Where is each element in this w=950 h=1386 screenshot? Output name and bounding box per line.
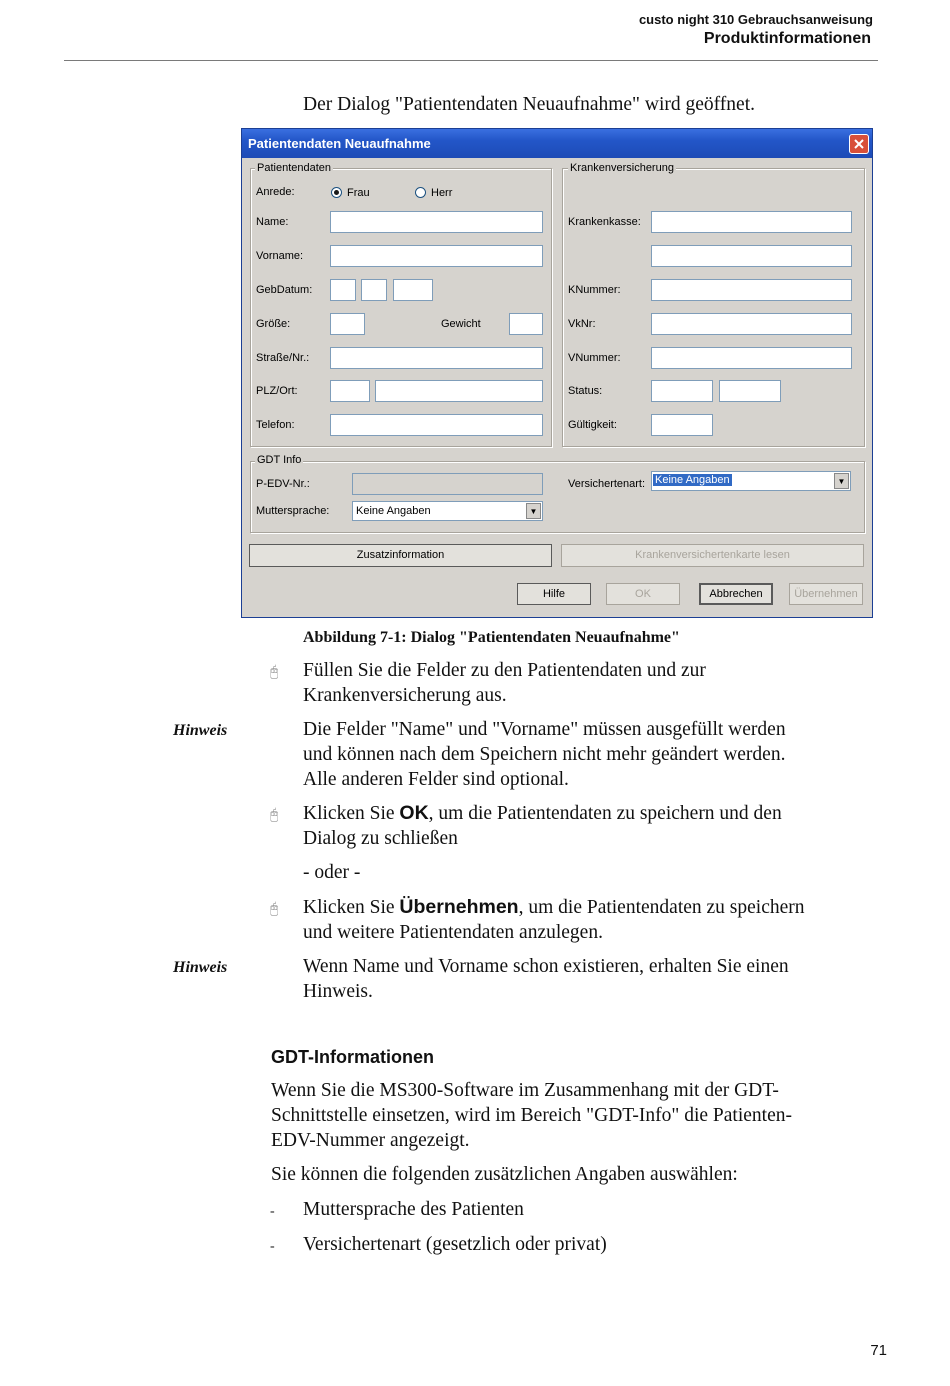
step-2-post: , um die Patientendaten zu speichern und den	[428, 803, 782, 824]
gdt-paragraph-line-1: Wenn Sie die MS300-Software im Zusammenhang mit der GDT-	[271, 1080, 779, 1101]
vnummer-label: VNummer:	[568, 352, 621, 364]
gueltigkeit-field[interactable]	[651, 414, 713, 436]
mouse-icon: 🖰	[270, 806, 279, 822]
radio-herr[interactable]	[415, 187, 426, 198]
step-2-key: OK	[399, 802, 429, 824]
gewicht-label: Gewicht	[441, 318, 481, 330]
gueltigkeit-label: Gültigkeit:	[568, 419, 617, 431]
radio-herr-label: Herr	[431, 187, 453, 199]
section-title: Produktinformationen	[703, 30, 871, 47]
gdt-info-group-label: GDT Info	[257, 454, 302, 466]
chevron-down-icon[interactable]: ▼	[834, 473, 849, 489]
list-item: Muttersprache des Patienten	[303, 1199, 524, 1220]
status-label: Status:	[568, 385, 603, 397]
strasse-field[interactable]	[330, 347, 543, 369]
note-2-line-1: Wenn Name und Vorname schon existieren, erhalten Sie einen	[303, 956, 789, 977]
gebdatum-label: GebDatum:	[256, 284, 313, 296]
mouse-icon: 🖰	[270, 663, 279, 679]
step-2-line-2: Dialog zu schließen	[303, 828, 458, 849]
plz-ort-label: PLZ/Ort:	[256, 385, 298, 397]
ok-button[interactable]: OK	[606, 583, 680, 605]
list-dash: -	[270, 1239, 275, 1254]
note-label: Hinweis	[173, 959, 228, 976]
name-field[interactable]	[330, 211, 543, 233]
hilfe-button[interactable]: Hilfe	[517, 583, 591, 605]
groesse-field[interactable]	[330, 313, 365, 335]
krankenversicherung-group-label: Krankenversicherung	[570, 162, 674, 174]
note-1-line-1: Die Felder "Name" und "Vorname" müssen ausgefüllt werden	[303, 719, 786, 740]
dialog-screenshot	[241, 128, 873, 618]
vknr-field[interactable]	[651, 313, 852, 335]
knummer-field[interactable]	[651, 279, 852, 301]
step-2	[303, 801, 782, 851]
pedv-field	[352, 473, 543, 495]
status-field-2[interactable]	[719, 380, 781, 402]
zusatzinformation-button[interactable]: Zusatzinformation	[249, 544, 552, 567]
gebdatum-month-field[interactable]	[361, 279, 387, 301]
vorname-field[interactable]	[330, 245, 543, 267]
step-3-key: Übernehmen	[399, 896, 519, 918]
list-item: Versichertenart (gesetzlich oder privat)	[303, 1234, 607, 1255]
plz-field[interactable]	[330, 380, 370, 402]
gdt-heading: GDT-Informationen	[271, 1047, 434, 1067]
dialog-titlebar	[242, 129, 872, 158]
muttersprache-value: Keine Angaben	[356, 505, 431, 517]
versichertenart-value: Keine Angaben	[655, 474, 730, 486]
anrede-label: Anrede:	[256, 186, 295, 198]
step-3-pre: Klicken Sie	[303, 897, 400, 918]
patientendaten-group	[250, 168, 552, 447]
muttersprache-label: Muttersprache:	[256, 505, 330, 517]
strasse-label: Straße/Nr.:	[256, 352, 310, 364]
patientendaten-group-label: Patientendaten	[257, 162, 332, 174]
kv-karte-lesen-button[interactable]: Krankenversichertenkarte lesen	[561, 544, 864, 567]
note-1	[303, 717, 786, 792]
figure-caption: Abbildung 7-1: Dialog "Patientendaten Neuaufnahme"	[303, 629, 680, 646]
step-1-line-2: Krankenversicherung aus.	[303, 685, 507, 706]
step-1-line-1: Füllen Sie die Felder zu den Patientendaten und zur	[303, 660, 706, 681]
uebernehmen-button[interactable]: Übernehmen	[789, 583, 863, 605]
note-2-line-2: Hinweis.	[303, 981, 373, 1002]
vknr-label: VkNr:	[568, 318, 596, 330]
step-3-post: , um die Patientendaten zu speichern	[518, 897, 805, 918]
intro-text: Der Dialog "Patientendaten Neuaufnahme" wird geöffnet.	[303, 94, 755, 115]
gewicht-field[interactable]	[509, 313, 543, 335]
header-divider	[64, 60, 878, 61]
gebdatum-year-field[interactable]	[393, 279, 433, 301]
groesse-label: Größe:	[256, 318, 291, 330]
versichertenart-label: Versichertenart:	[568, 478, 646, 490]
gdt-paragraph-line-3: EDV-Nummer angezeigt.	[271, 1130, 470, 1151]
gdt-paragraph-line-2: Schnittstelle einsetzen, wird im Bereich "GDT-Info" die Patienten-	[271, 1105, 792, 1126]
gdt-select-intro: Sie können die folgenden zusätzlichen Angaben auswählen:	[271, 1164, 738, 1185]
note-2	[303, 954, 789, 1004]
note-1-line-2: und können nach dem Speichern nicht mehr geändert werden.	[303, 744, 786, 765]
vnummer-field[interactable]	[651, 347, 852, 369]
step-2-pre: Klicken Sie	[303, 803, 400, 824]
step-3	[303, 895, 805, 945]
telefon-label: Telefon:	[256, 419, 295, 431]
vorname-label: Vorname:	[256, 250, 304, 262]
radio-frau-label: Frau	[347, 187, 370, 199]
list-dash: -	[270, 1204, 275, 1219]
name-label: Name:	[256, 216, 289, 228]
document-title: custo night 310 Gebrauchsanweisung	[638, 12, 873, 27]
status-field[interactable]	[651, 380, 713, 402]
oder-text: - oder -	[303, 862, 361, 883]
krankenversicherung-group	[562, 168, 865, 447]
step-1	[303, 658, 706, 708]
pedv-label: P-EDV-Nr.:	[256, 478, 310, 490]
gebdatum-day-field[interactable]	[330, 279, 356, 301]
chevron-down-icon[interactable]: ▼	[526, 503, 541, 519]
step-3-line-2: und weitere Patientendaten anzulegen.	[303, 922, 603, 943]
krankenkasse-field-2[interactable]	[651, 245, 852, 267]
krankenkasse-field[interactable]	[651, 211, 852, 233]
dialog-title: Patientendaten Neuaufnahme	[248, 136, 431, 151]
krankenkasse-label: Krankenkasse:	[568, 216, 641, 228]
abbrechen-button[interactable]: Abbrechen	[699, 583, 773, 605]
gdt-paragraph	[271, 1078, 792, 1153]
knummer-label: KNummer:	[568, 284, 621, 296]
radio-frau[interactable]	[331, 187, 342, 198]
muttersprache-select[interactable]	[352, 501, 543, 521]
versichertenart-select[interactable]	[651, 471, 851, 491]
ort-field[interactable]	[375, 380, 543, 402]
page-number: 71	[870, 1342, 887, 1359]
note-label: Hinweis	[173, 722, 228, 739]
telefon-field[interactable]	[330, 414, 543, 436]
note-1-line-3: Alle anderen Felder sind optional.	[303, 769, 569, 790]
close-icon[interactable]	[849, 134, 869, 154]
mouse-icon: 🖰	[270, 900, 279, 916]
